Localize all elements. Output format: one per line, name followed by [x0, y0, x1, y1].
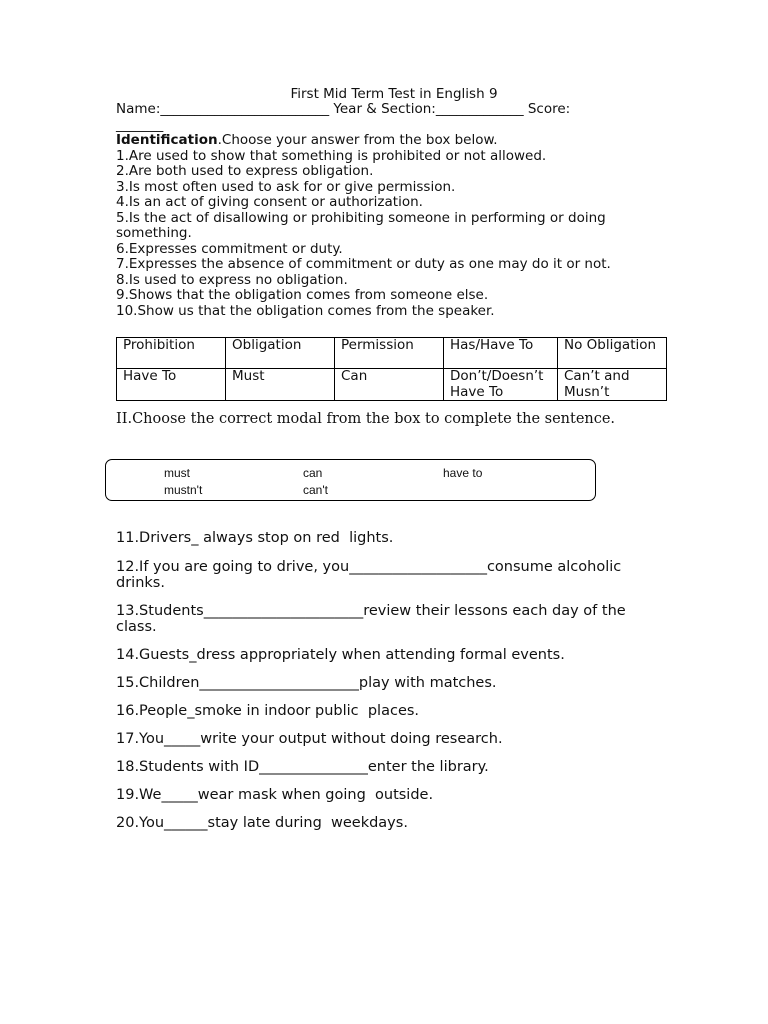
- part2-instruction: II.Choose the correct modal from the box to complete the sentence.: [116, 411, 616, 427]
- test-title: First Mid Term Test in English 9: [290, 86, 498, 102]
- question-4: 4.Is an act of giving consent or authorization.: [116, 194, 423, 210]
- question-5: 5.Is the act of disallowing or prohibiting someone in performing or doing something.: [116, 209, 611, 241]
- table-cell: Have To: [117, 369, 226, 401]
- test-page: [116, 86, 672, 319]
- question-6: 6.Expresses commitment or duty.: [116, 240, 343, 257]
- question-20: 20.You______stay late during weekdays.: [116, 815, 408, 831]
- part1-heading: Identification: [116, 132, 218, 148]
- part1-instruction: .Choose your answer from the box below.: [217, 132, 498, 148]
- modal-cant: can't: [303, 483, 328, 497]
- question-16: 16.People_smoke in indoor public places.: [116, 703, 420, 719]
- question-8: 8.Is used to express no obligation.: [116, 271, 348, 288]
- table-cell: Obligation: [226, 338, 335, 369]
- answer-choices-table: [116, 337, 667, 401]
- question-11: 11.Drivers_ always stop on red lights.: [116, 530, 394, 546]
- question-12: 12.If you are going to drive, you___________________consume alcoholic drinks.: [116, 559, 626, 591]
- table-cell: Has/Have To: [444, 338, 558, 369]
- question-15: 15.Children______________________play with matches.: [116, 675, 497, 691]
- question-9: 9.Shows that the obligation comes from someone else.: [116, 287, 489, 303]
- modal-can: can: [303, 466, 323, 480]
- table-cell: Prohibition: [117, 338, 226, 369]
- table-cell: Can: [335, 369, 444, 401]
- score-blank: _______: [116, 116, 164, 133]
- question-1: 1.Are used to show that something is prohibited or not allowed.: [116, 147, 547, 164]
- modal-have-to: have to: [443, 466, 483, 480]
- name-year-section-score-line: Name:_________________________ Year & Section:_____________ Score:: [116, 101, 571, 117]
- modal-mustnt: mustn't: [164, 483, 203, 497]
- table-cell: Must: [226, 369, 335, 401]
- modal-choices-box: [105, 459, 596, 501]
- table-row: [117, 369, 667, 401]
- question-18: 18.Students with ID_______________enter the library.: [116, 759, 489, 775]
- table-row: [117, 338, 667, 369]
- question-7: 7.Expresses the absence of commitment or duty as one may do it or not.: [116, 256, 611, 272]
- question-13: 13.Students______________________review their lessons each day of the class.: [116, 603, 631, 635]
- question-10: 10.Show us that the obligation comes from the speaker.: [116, 302, 495, 319]
- question-19: 19.We_____wear mask when going outside.: [116, 787, 434, 803]
- question-14: 14.Guests_dress appropriately when attending formal events.: [116, 647, 565, 663]
- table-cell: Can’t and Musn’t: [558, 369, 667, 401]
- question-17: 17.You_____write your output without doing research.: [116, 731, 503, 747]
- table-cell: Permission: [335, 338, 444, 369]
- question-3: 3.Is most often used to ask for or give permission.: [116, 178, 456, 195]
- table-cell: Don’t/Doesn’t Have To: [444, 369, 558, 401]
- part1-instruction-line: [116, 133, 672, 149]
- question-2: 2.Are both used to express obligation.: [116, 163, 374, 179]
- modal-must: must: [164, 466, 191, 480]
- table-cell: No Obligation: [558, 338, 667, 369]
